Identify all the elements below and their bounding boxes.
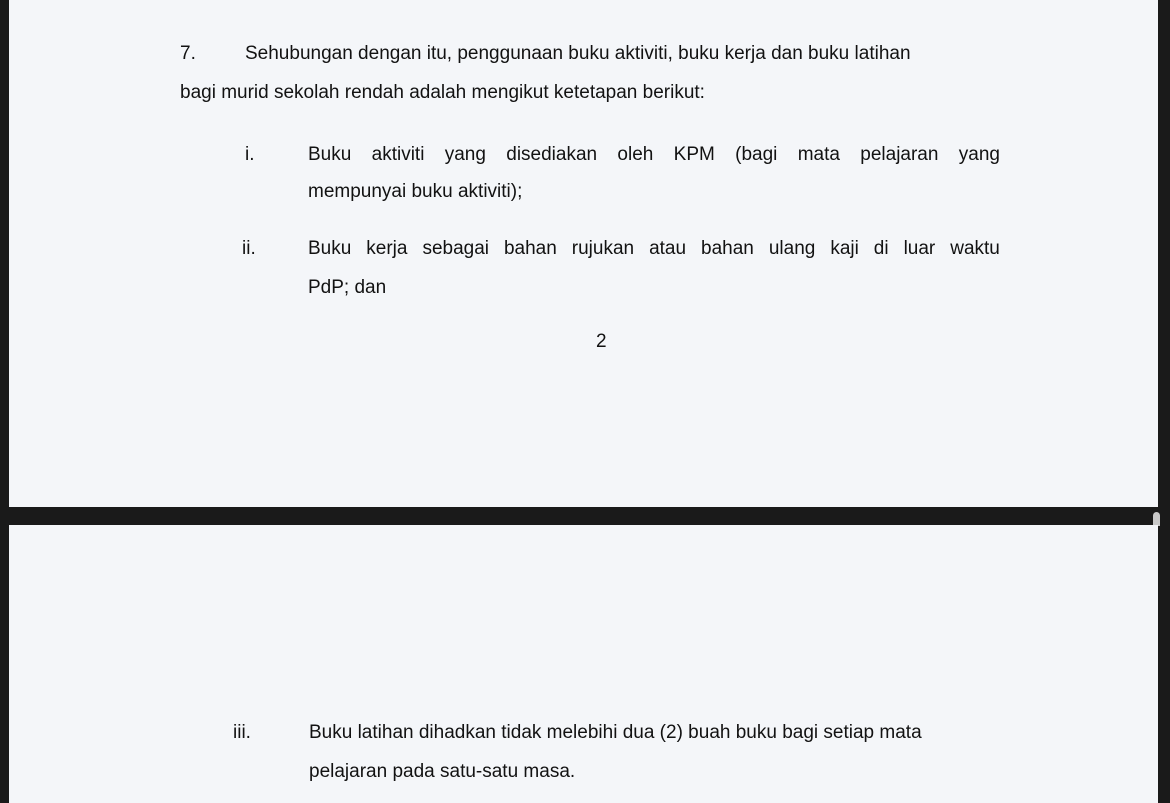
list-item-line: Buku latihan dihadkan tidak melebihi dua (2) buah buku bagi setiap mata	[309, 722, 922, 743]
word: KPM	[673, 144, 715, 165]
document-page	[9, 0, 1158, 507]
paragraph-number: 7.	[180, 43, 196, 64]
word: Buku	[308, 238, 352, 259]
list-item-marker: i.	[245, 144, 255, 165]
list-item-line: PdP; dan	[308, 277, 387, 298]
word: waktu	[950, 238, 1000, 259]
word: mata	[797, 144, 840, 165]
document-page	[9, 525, 1158, 803]
word: ulang	[768, 238, 816, 259]
list-item-line	[308, 144, 1000, 166]
word: luar	[903, 238, 936, 259]
justified-line	[308, 238, 1000, 260]
word: kaji	[830, 238, 859, 259]
scrollbar-thumb[interactable]	[1153, 512, 1160, 526]
word: rujukan	[571, 238, 635, 259]
word: atau	[649, 238, 687, 259]
word: (bagi	[735, 144, 778, 165]
word: disediakan	[506, 144, 598, 165]
paragraph-line: Sehubungan dengan itu, penggunaan buku aktiviti, buku kerja dan buku latihan	[245, 43, 911, 64]
page-number: 2	[596, 331, 607, 352]
word: pelajaran	[860, 144, 939, 165]
paragraph-line: bagi murid sekolah rendah adalah mengikut ketetapan berikut:	[180, 82, 705, 103]
word: aktiviti	[371, 144, 425, 165]
word: kerja	[366, 238, 408, 259]
word: bahan	[701, 238, 754, 259]
list-item-line	[308, 238, 1000, 260]
list-item-marker: iii.	[233, 722, 251, 743]
list-item-line: mempunyai buku aktiviti);	[308, 181, 523, 202]
word: sebagai	[422, 238, 489, 259]
justified-line	[308, 144, 1000, 166]
word: oleh	[617, 144, 654, 165]
word: yang	[444, 144, 486, 165]
word: di	[873, 238, 889, 259]
word: yang	[958, 144, 1000, 165]
word: bahan	[503, 238, 557, 259]
word: Buku	[308, 144, 352, 165]
list-item-marker: ii.	[242, 238, 256, 259]
list-item-line: pelajaran pada satu-satu masa.	[309, 761, 576, 782]
